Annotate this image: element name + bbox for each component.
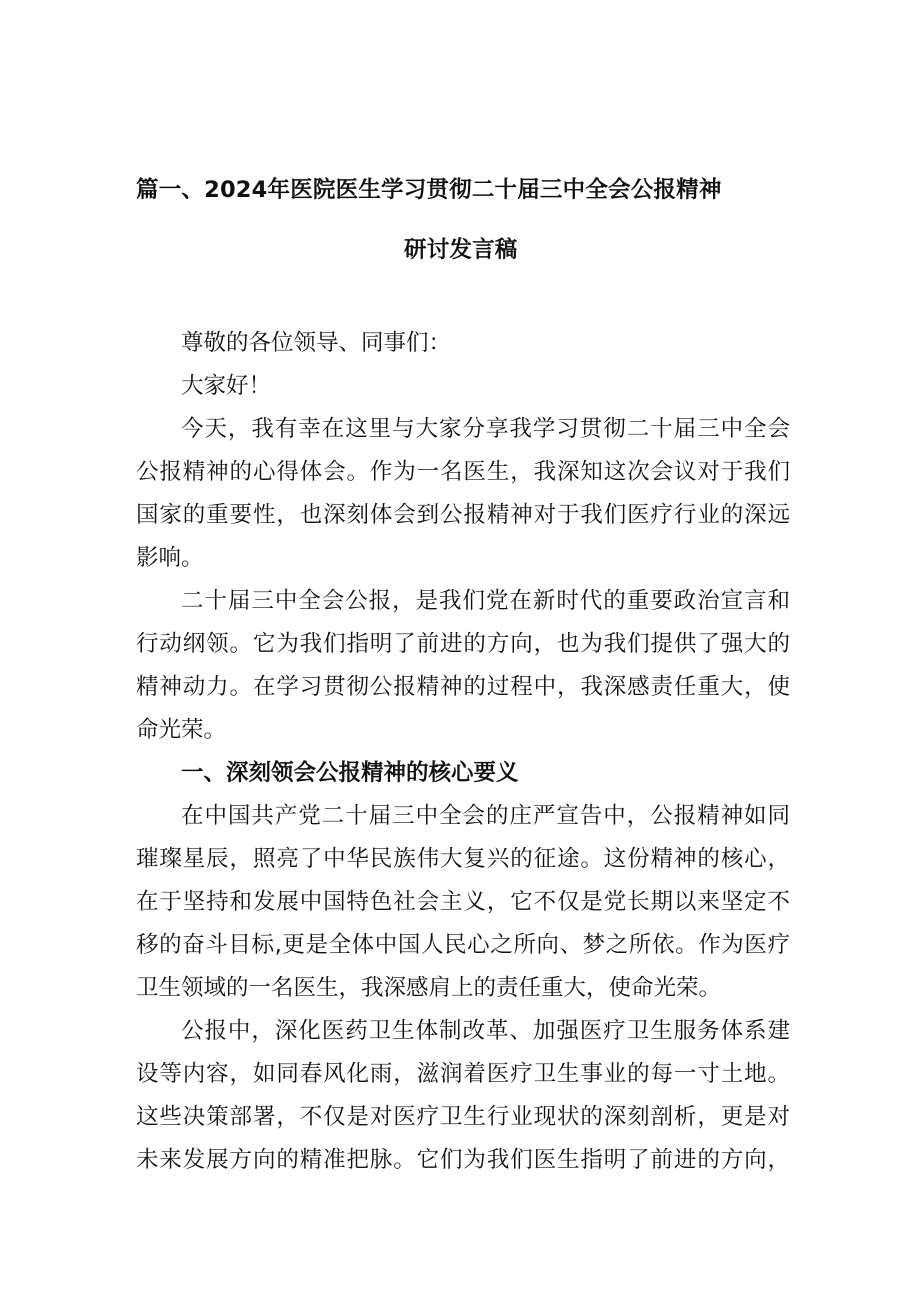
paragraph-line: 在中国共产党二十届三中全会的庄严宣告中，公报精神如同 bbox=[181, 803, 790, 829]
paragraph-line: 璀璨星辰，照亮了中华民族伟大复兴的征途。这份精神的核心， bbox=[136, 846, 790, 872]
paragraph-line: 精神动力。在学习贯彻公报精神的过程中，我深感责任重大，使 bbox=[136, 674, 790, 700]
paragraph-line: 命光荣。 bbox=[136, 717, 227, 743]
paragraph-line: 行动纲领。它为我们指明了前进的方向，也为我们提供了强大的 bbox=[136, 631, 790, 657]
paragraph-line: 未来发展方向的精准把脉。它们为我们医生指明了前进的方向， bbox=[136, 1147, 790, 1173]
paragraph-line: 尊敬的各位领导、同事们： bbox=[181, 330, 452, 356]
paragraph-line: 二十届三中全会公报，是我们党在新时代的重要政治宣言和 bbox=[181, 588, 790, 614]
paragraph-line: 移的奋斗目标,更是全体中国人民心之所向、梦之所依。作为医疗 bbox=[136, 932, 790, 958]
paragraph-line: 设等内容，如同春风化雨，滋润着医疗卫生事业的每一寸土地。 bbox=[136, 1061, 790, 1087]
section-heading: 一、深刻领会公报精神的核心要义 bbox=[181, 760, 519, 786]
paragraph-line: 国家的重要性，也深刻体会到公报精神对于我们医疗行业的深远 bbox=[136, 502, 790, 528]
paragraph-line: 影响。 bbox=[136, 545, 204, 571]
document-title-line-2: 研讨发言稿 bbox=[404, 237, 518, 263]
paragraph-line: 在于坚持和发展中国特色社会主义，它不仅是党长期以来坚定不 bbox=[136, 889, 790, 915]
paragraph-line: 公报中，深化医药卫生体制改革、加强医疗卫生服务体系建 bbox=[181, 1018, 790, 1044]
document-body bbox=[136, 322, 790, 1182]
paragraph-line: 今天，我有幸在这里与大家分享我学习贯彻二十届三中全会 bbox=[181, 416, 790, 442]
paragraph-line: 大家好！ bbox=[181, 373, 272, 399]
paragraph-line: 公报精神的心得体会。作为一名医生，我深知这次会议对于我们 bbox=[136, 459, 790, 485]
document-title-line-1: 篇一、2024年医院医生学习贯彻二十届三中全会公报精神 bbox=[136, 177, 722, 203]
paragraph-line: 卫生领域的一名医生，我深感肩上的责任重大，使命光荣。 bbox=[136, 975, 722, 1001]
paragraph-line: 这些决策部署，不仅是对医疗卫生行业现状的深刻剖析，更是对 bbox=[136, 1104, 790, 1130]
